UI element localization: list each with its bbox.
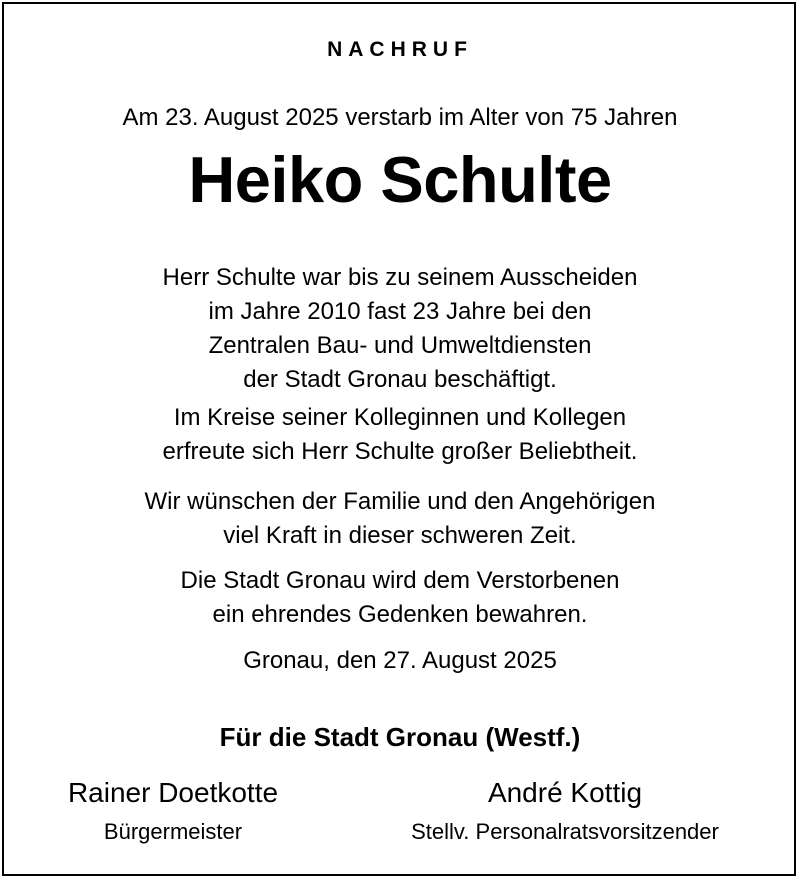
text-line: der Stadt Gronau beschäftigt. xyxy=(243,366,557,393)
signatory-title: Stellv. Personalratsvorsitzender xyxy=(411,819,719,844)
signature-mayor xyxy=(28,774,318,848)
text-line: Gronau, den 27. August 2025 xyxy=(243,647,557,674)
place-date-line xyxy=(0,644,800,678)
signatory-name: André Kottig xyxy=(487,777,643,808)
signature-staff-council xyxy=(360,774,770,848)
text-line: Im Kreise seiner Kolleginnen und Kollegen xyxy=(173,404,627,431)
organization-line: Für die Stadt Gronau (Westf.) xyxy=(219,722,581,752)
signatory-title: Bürgermeister xyxy=(103,819,243,844)
remembrance-paragraph xyxy=(0,564,800,632)
signatory-name: Rainer Doetkotte xyxy=(67,777,279,808)
text-line: Herr Schulte war bis zu seinem Ausscheiden xyxy=(162,264,638,291)
colleagues-paragraph xyxy=(0,401,800,469)
death-announcement-line: Am 23. August 2025 verstarb im Alter von 75 Jahren xyxy=(122,104,678,131)
text-line: ein ehrendes Gedenken bewahren. xyxy=(212,601,588,628)
notice-heading: NACHRUF xyxy=(327,38,473,61)
deceased-name: Heiko Schulte xyxy=(188,143,612,216)
text-line: erfreute sich Herr Schulte großer Beliebtheit. xyxy=(162,438,638,465)
text-line: Zentralen Bau- und Umweltdiensten xyxy=(208,332,592,359)
condolence-paragraph xyxy=(0,485,800,553)
text-line: viel Kraft in dieser schweren Zeit. xyxy=(223,522,577,549)
employment-paragraph xyxy=(0,261,800,397)
text-line: im Jahre 2010 fast 23 Jahre bei den xyxy=(208,298,592,325)
text-line: Die Stadt Gronau wird dem Verstorbenen xyxy=(180,567,620,594)
text-line: Wir wünschen der Familie und den Angehörigen xyxy=(144,488,656,515)
